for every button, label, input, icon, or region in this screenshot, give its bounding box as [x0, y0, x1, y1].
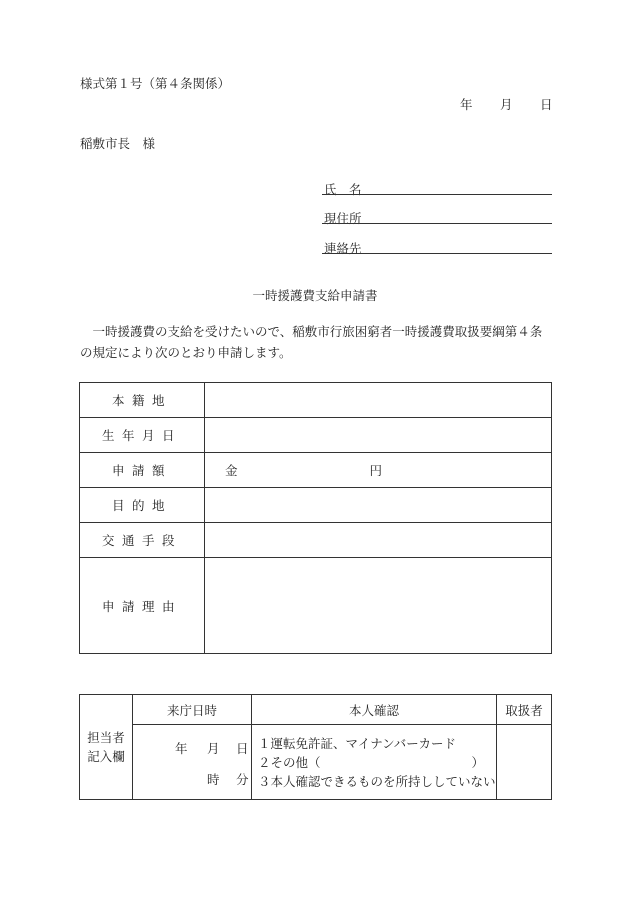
document-body: 一時援護費の支給を受けたいので、稲敷市行旅困窮者一時援護費取扱要綱第４条の規定により次のとおり申請します。 — [80, 324, 543, 360]
id-option-3[interactable]: ３本人確認できるものを所持ししていない — [258, 773, 496, 789]
amount-prefix: 金 — [225, 463, 238, 478]
identity-check-header: 本人確認 — [252, 695, 497, 725]
staff-table — [79, 694, 552, 800]
address-label: 現住所 — [324, 211, 362, 226]
row-label-reason: 申請理由 — [80, 558, 205, 654]
table-row — [80, 523, 552, 558]
table-row — [80, 418, 552, 453]
destination-value[interactable] — [205, 488, 552, 523]
amount-value[interactable] — [205, 453, 552, 488]
id-option-2[interactable] — [258, 753, 496, 772]
date-month-label: 月 — [500, 97, 513, 112]
visit-minute-label: 分 — [236, 772, 249, 787]
amount-suffix: 円 — [369, 463, 382, 478]
staff-label-line1: 担当者 — [87, 730, 125, 745]
visit-datetime-cell[interactable] — [133, 725, 252, 800]
contact-field[interactable] — [322, 253, 552, 254]
table-row — [80, 453, 552, 488]
document-title: 一時援護費支給申請書 — [252, 288, 378, 303]
honseki-value[interactable] — [205, 383, 552, 418]
table-row — [80, 725, 552, 800]
form-number: 様式第１号（第４条関係） — [80, 76, 231, 91]
table-row — [80, 695, 552, 725]
row-label-birthdate: 生年月日 — [80, 418, 205, 453]
date-year-label: 年 — [460, 97, 473, 112]
table-row — [80, 383, 552, 418]
address-field[interactable] — [322, 223, 552, 224]
visit-month-label: 月 — [207, 741, 220, 756]
staff-label-line2: 記入欄 — [87, 749, 125, 764]
handler-header: 取扱者 — [497, 695, 552, 725]
name-label: 氏 名 — [324, 182, 362, 197]
date-day-label: 日 — [540, 97, 553, 112]
row-label-amount: 申請額 — [80, 453, 205, 488]
transport-value[interactable] — [205, 523, 552, 558]
visit-datetime-header: 来庁日時 — [133, 695, 252, 725]
table-row — [80, 558, 552, 654]
contact-label: 連絡先 — [324, 241, 362, 256]
reason-value[interactable] — [205, 558, 552, 654]
id-option-1[interactable]: １運転免許証、マイナンバーカード — [258, 735, 457, 751]
name-field[interactable] — [322, 194, 552, 195]
identity-check-cell — [252, 725, 497, 800]
handler-cell[interactable] — [497, 725, 552, 800]
row-label-transport: 交通手段 — [80, 523, 205, 558]
staff-section-label — [80, 695, 133, 800]
birthdate-value[interactable] — [205, 418, 552, 453]
visit-hour-label: 時 — [207, 772, 220, 787]
row-label-honseki: 本籍地 — [80, 383, 205, 418]
application-table — [79, 382, 552, 654]
visit-day-label: 日 — [236, 741, 249, 756]
row-label-destination: 目的地 — [80, 488, 205, 523]
id-option-2-close: ） — [471, 754, 484, 770]
visit-year-label: 年 — [175, 741, 188, 756]
id-option-2-label: ２その他（ — [258, 754, 321, 770]
table-row — [80, 488, 552, 523]
addressee: 稲敷市長 様 — [80, 136, 156, 151]
